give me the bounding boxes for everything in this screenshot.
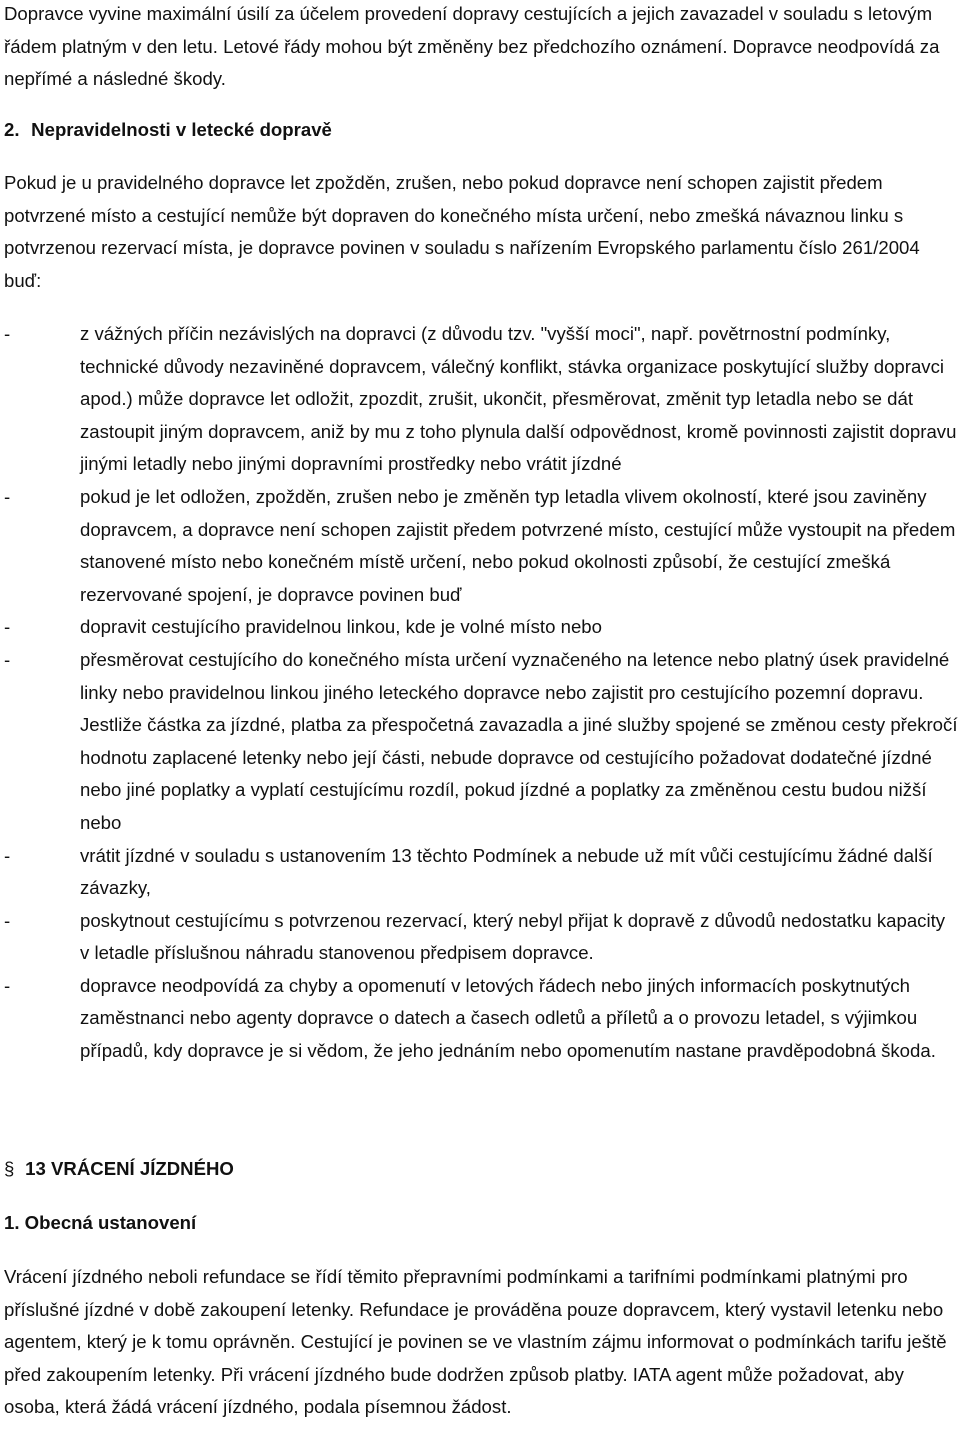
list-item [4,905,958,970]
list-item-text: přesměrovat cestujícího do konečného místa určení vyznačeného na letence nebo platný úsek pravidelné linky nebo pravidelnou linkou jiného leteckého dopravce nebo zajistit pro cestujícího pozemní dopravu. Jestliže částka za jízdné, platba za přespočetná zavazadla a jiné služby spojené se změnou cesty překročí hodnotu zaplacené letenky nebo její části, nebude dopravce od cestujícího požadovat dodatečné jízdné nebo jiné poplatky a vyplatí cestujícímu rozdíl, pokud jízdné a poplatky za změněnou cestu budou nižší nebo [80,648,958,833]
dash-marker: - [4,323,11,344]
list-item [4,970,958,1068]
dash-marker: - [4,616,11,638]
list-item [4,611,958,644]
section-13-paragraph: Vrácení jízdného neboli refundace se řídí těmito přepravními podmínkami a tarifními podmínkami platnými pro příslušné jízdné v době zakoupení letenky. Refundace je prováděna pouze dopravcem, který vystavil letenku nebo agentem, který je k tomu oprávněn. Cestující je povinen se ve vlastním zájmu informovat o podmínkách tarifu ještě před zakoupením letenky. Při vrácení jízdného bude dodržen způsob platby. IATA agent může požadovat, aby osoba, která žádá vrácení jízdného, podala písemnou žádost. [4,1266,947,1418]
dash-marker: - [4,974,11,996]
dash-marker: - [4,909,11,931]
section-2-number: 2. [4,119,20,140]
section-2-bullet-list [4,318,958,1068]
dash-marker: - [4,648,11,670]
list-item-text: poskytnout cestujícímu s potvrzenou rezervací, který nebyl přijat k dopravě z důvodů nedostatku kapacity v letadle příslušnou náhradu stanovenou předpisem dopravce. [80,909,946,964]
dash-marker: - [4,844,11,866]
intro-paragraph: Dopravce vyvine maximální úsilí za účelem provedení dopravy cestujících a jejich zavazadel v souladu s letovým řádem platným v den letu. Letové řády mohou být změněny bez předchozího oznámení. Dopravce neodpovídá za nepřímé a následné škody. [4,3,940,90]
list-item [4,481,958,611]
section-2-heading [4,114,332,147]
list-item [4,318,958,481]
list-item-text: dopravit cestujícího pravidelnou linkou, kde je volné místo nebo [80,616,602,638]
list-item-text: vrátit jízdné v souladu s ustanovením 13 těchto Podmínek a nebude už mít vůči cestujícímu žádné další závazky, [80,844,933,899]
subsection-title: 1. Obecná ustanovení [4,1212,197,1233]
list-item-text: z vážných příčin nezávislých na dopravci (z důvodu tzv. "vyšší moci", např. povětrnostní podmínky, technické důvody nezaviněné dopravcem, válečný konflikt, stávka organizace poskytující služby dopravci apod.) může dopravce let odložit, zpozdit, zrušit, ukončit, přesměrovat, změnit typ letadla nebo se dát zastoupit jiným dopravcem, aniž by mu z toho plynula další odpovědnost, kromě povinnosti zajistit dopravu jinými letadly nebo jinými dopravními prostředky nebo vrátit jízdné [80,323,957,475]
list-item-text: pokud je let odložen, zpožděn, zrušen nebo je změněn typ letadla vlivem okolností, které jsou zaviněny dopravcem, a dopravce není schopen zajistit předem potvrzené místo, cestující může vystoupit na předem stanovené místo nebo konečném místě určení, nebo pokud okolnosti způsobí, že cestující zmešká rezervované spojení, je dopravce povinen buď [80,485,956,605]
section-mark: § [4,1158,15,1179]
section-13-title-text: 13 VRÁCENÍ JÍZDNÉHO [25,1158,234,1179]
section-2-title: Nepravidelnosti v letecké dopravě [31,119,332,140]
list-item-text: dopravce neodpovídá za chyby a opomenutí v letových řádech nebo jiných informacích poskytnutých zaměstnanci nebo agenty dopravce o datech a časech odletů a příletů a o provozu letadel, s výjimkou případů, kdy dopravce je si vědom, že jeho jednáním nebo opomenutím nastane pravděpodobná škoda. [80,974,936,1062]
section-2-paragraph: Pokud je u pravidelného dopravce let zpožděn, zrušen, nebo pokud dopravce není schopen zajistit předem potvrzené místo a cestující nemůže být dopraven do konečného místa určení, nebo zmešká návaznou linku s potvrzenou rezervací místa, je dopravce povinen v souladu s nařízením Evropského parlamentu číslo 261/2004 buď: [4,172,920,291]
list-item [4,840,958,905]
dash-marker: - [4,485,11,507]
section-13-title [4,1153,234,1186]
list-item [4,644,958,840]
